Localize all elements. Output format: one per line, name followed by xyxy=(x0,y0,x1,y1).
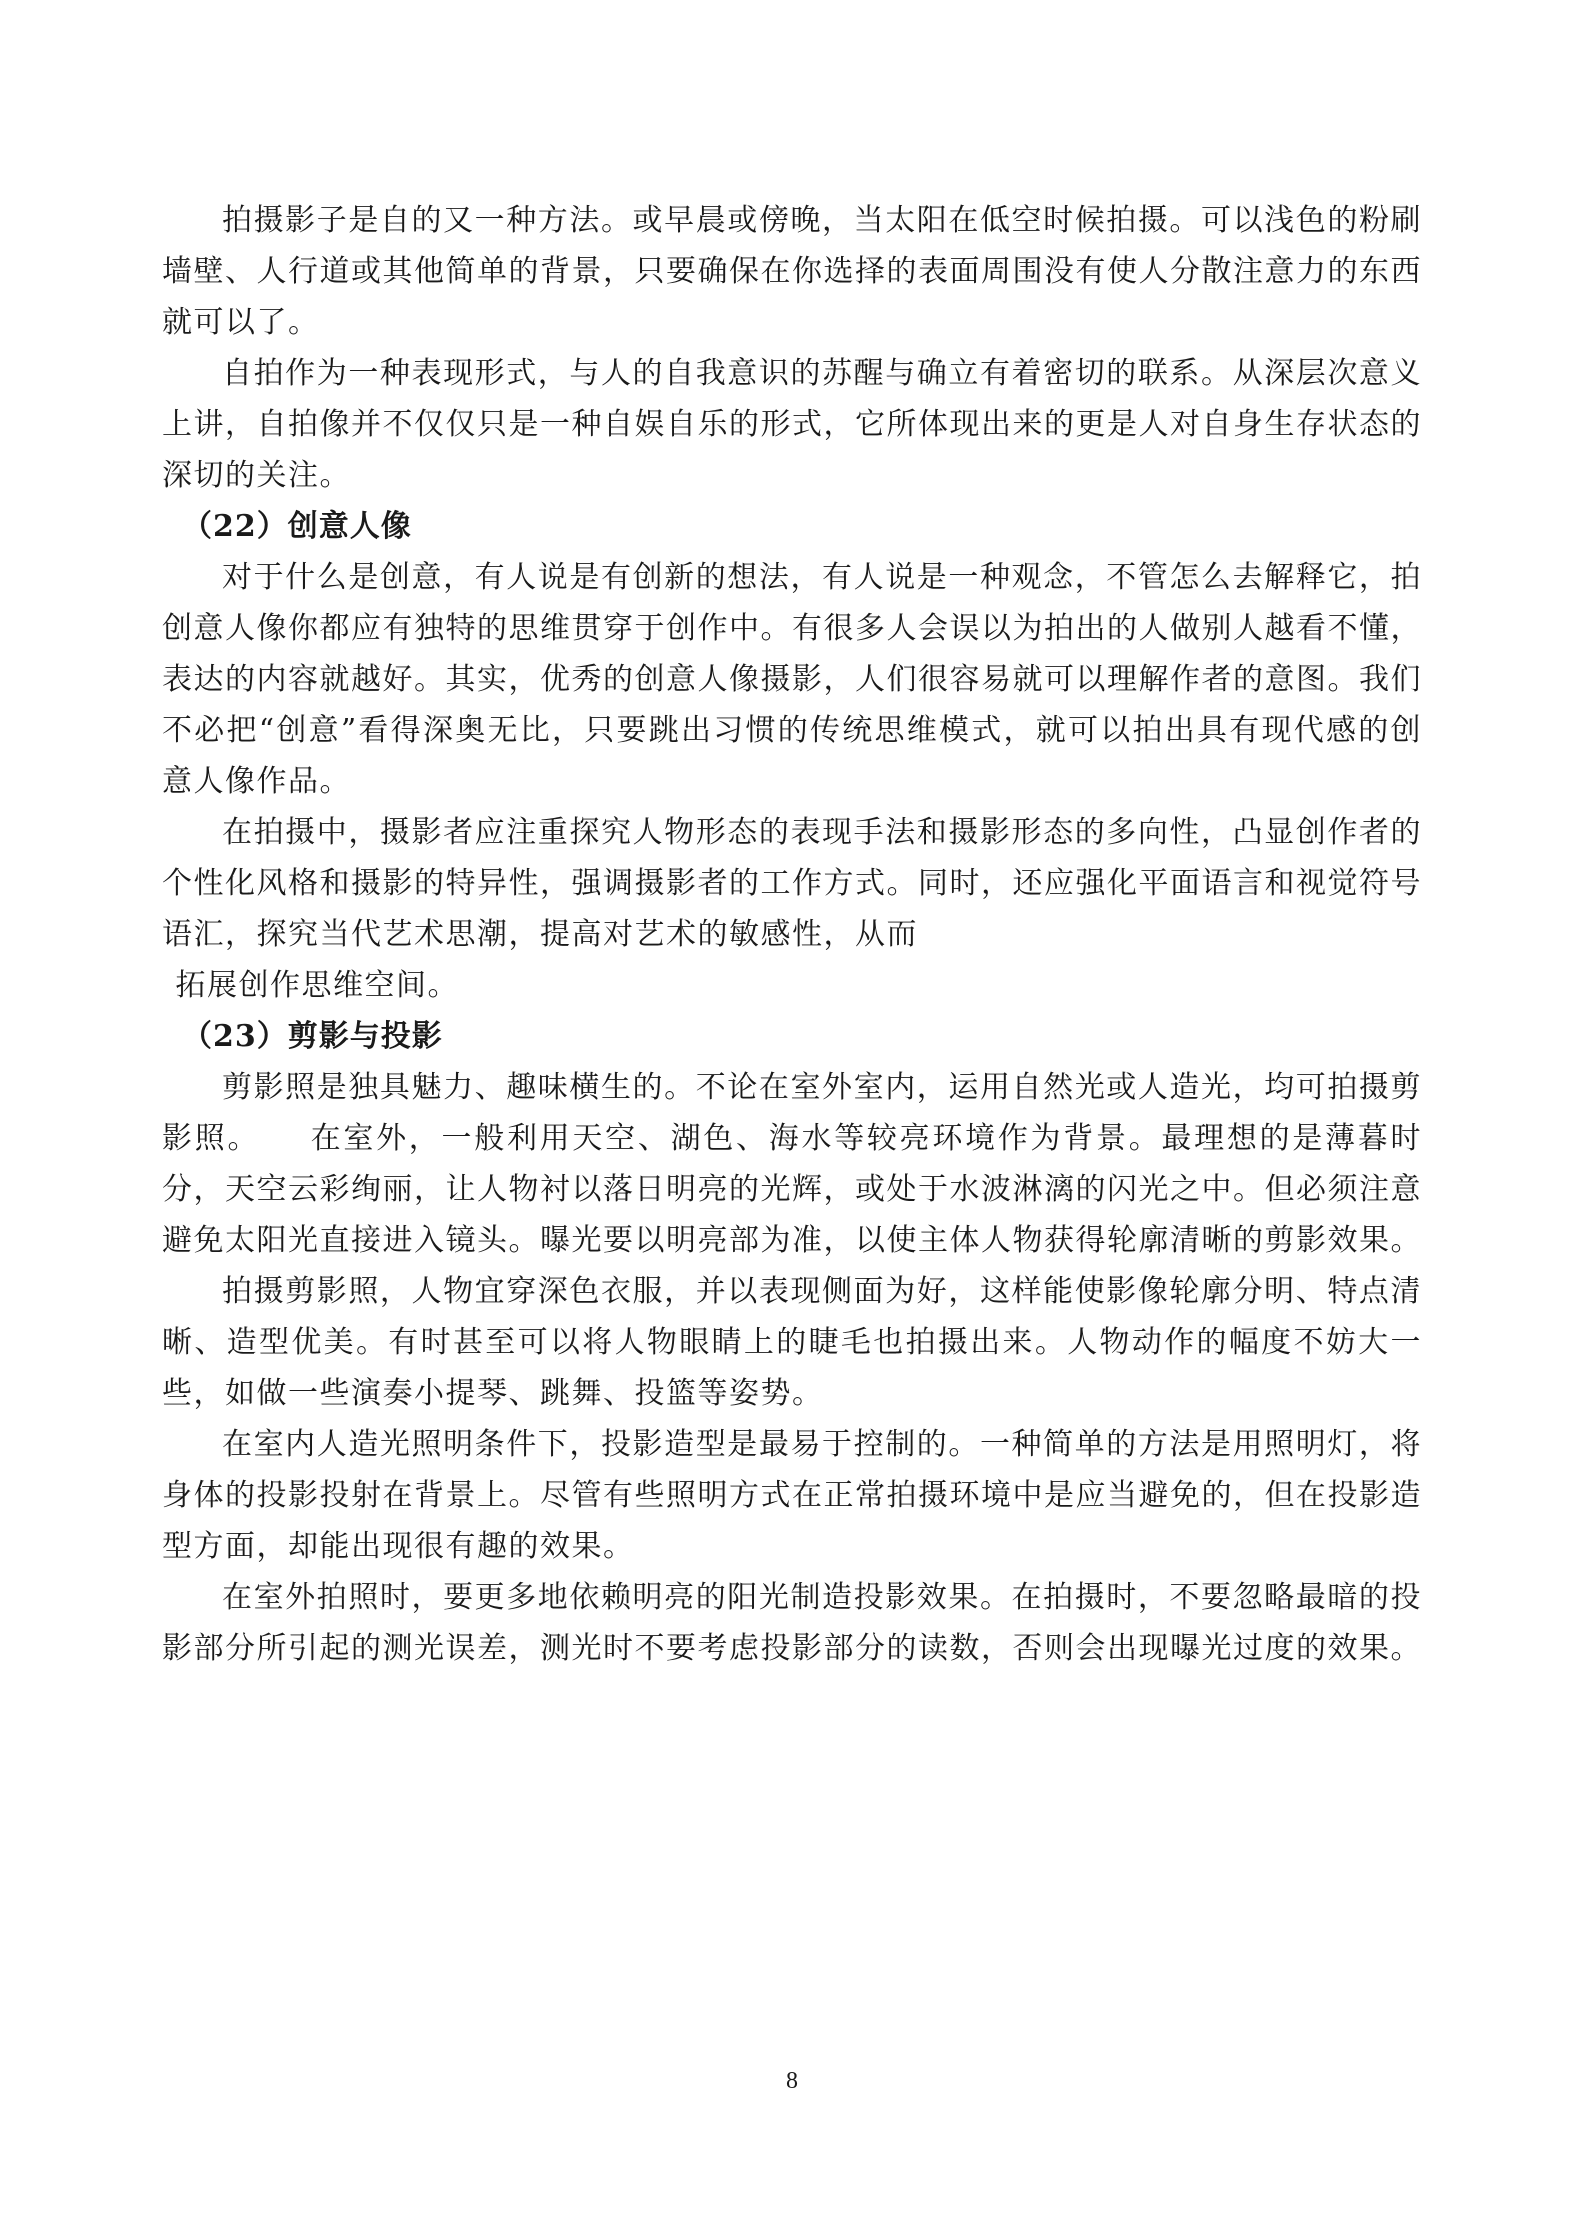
paragraph: 在拍摄中，摄影者应注重探究人物形态的表现手法和摄影形态的多向性，凸显创作者的个性化风格和摄影的特异性，强调摄影者的工作方式。同时，还应强化平面语言和视觉符号语汇，探究当代艺术思潮，提高对艺术的敏感性，从而 xyxy=(162,815,1422,952)
paragraph: 拍摄剪影照，人物宜穿深色衣服，并以表现侧面为好，这样能使影像轮廓分明、特点清晰、造型优美。有时甚至可以将人物眼睛上的睫毛也拍摄出来。人物动作的幅度不妨大一些，如做一些演奏小提琴、跳舞、投篮等姿势。 xyxy=(162,1274,1422,1411)
paragraph: 拓展创作思维空间。 xyxy=(175,968,459,1003)
paragraph: 在室内人造光照明条件下，投影造型是最易于控制的。一种简单的方法是用照明灯，将身体的投影投射在背景上。尽管有些照明方式在正常拍摄环境中是应当避免的，但在投影造型方面，却能出现很有趣的效果。 xyxy=(162,1427,1422,1564)
paragraph: 自拍作为一种表现形式，与人的自我意识的苏醒与确立有着密切的联系。从深层次意义上讲，自拍像并不仅仅只是一种自娱自乐的形式，它所体现出来的更是人对自身生存状态的深切的关注。 xyxy=(162,356,1422,493)
page-number: 8 xyxy=(786,2068,798,2094)
section-heading: （22）创意人像 xyxy=(182,509,412,544)
paragraph: 对于什么是创意，有人说是有创新的想法，有人说是一种观念，不管怎么去解释它，拍创意人像你都应有独特的思维贯穿于创作中。有很多人会误以为拍出的人做别人越看不懂，表达的内容就越好。其实，优秀的创意人像摄影，人们很容易就可以理解作者的意图。我们不必把“创意”看得深奥无比，只要跳出习惯的传统思维模式，就可以拍出具有现代感的创意人像作品。 xyxy=(162,560,1422,799)
paragraph: 剪影照是独具魅力、趣味横生的。不论在室外室内，运用自然光或人造光，均可拍摄剪影照。 在室外，一般利用天空、湖色、海水等较亮环境作为背景。最理想的是薄暮时分，天空云彩绚丽，让人物衬以落日明亮的光辉，或处于水波淋漓的闪光之中。但必须注意避免太阳光直接进入镜头。曝光要以明亮部为准，以使主体人物获得轮廓清晰的剪影效果。 xyxy=(162,1070,1422,1258)
paragraph: 拍摄影子是自的又一种方法。或早晨或傍晚，当太阳在低空时候拍摄。可以浅色的粉刷墙壁、人行道或其他简单的背景，只要确保在你选择的表面周围没有使人分散注意力的东西就可以了。 xyxy=(162,203,1422,340)
paragraph: 在室外拍照时，要更多地依赖明亮的阳光制造投影效果。在拍摄时，不要忽略最暗的投影部分所引起的测光误差，测光时不要考虑投影部分的读数，否则会出现曝光过度的效果。 xyxy=(162,1580,1422,1666)
page-body xyxy=(162,195,1422,1674)
section-heading: （23）剪影与投影 xyxy=(182,1019,443,1054)
